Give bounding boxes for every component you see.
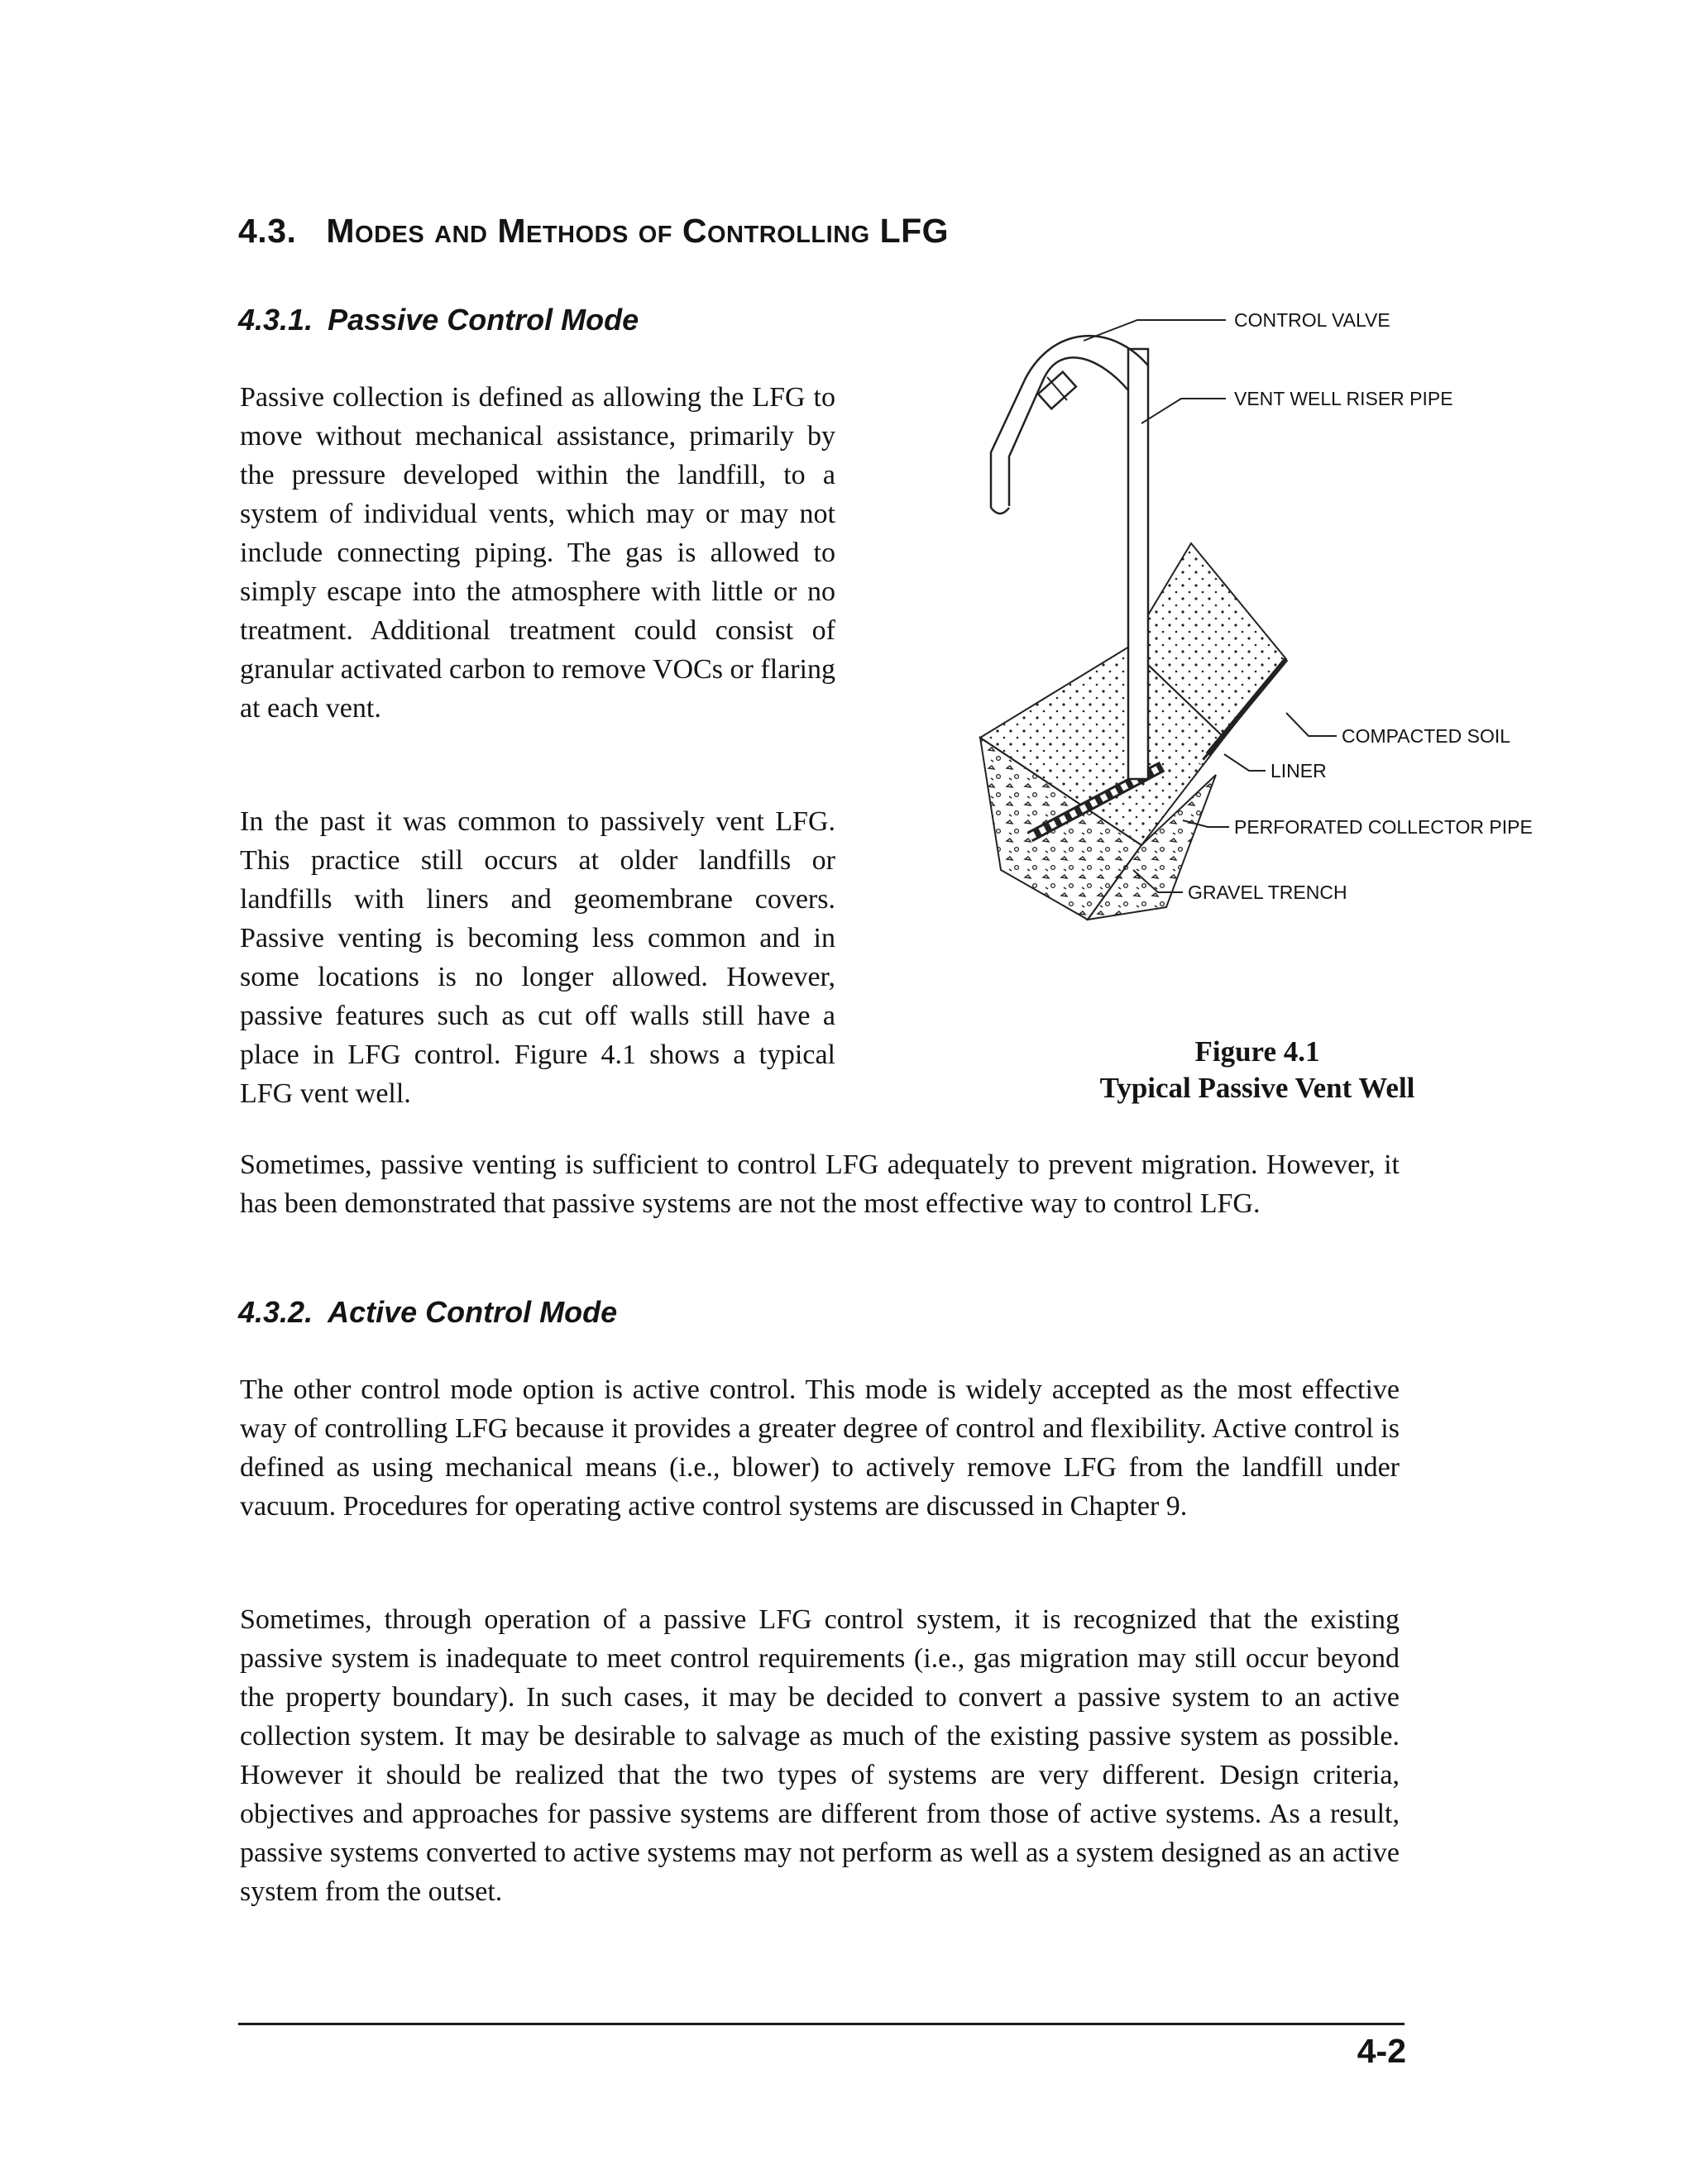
figure-caption-number: Figure 4.1 [1194,1035,1320,1068]
page-number: 4-2 [1357,2032,1406,2070]
footer-rule [238,2023,1404,2025]
label-gravel-trench: GRAVEL TRENCH [1188,882,1347,903]
subsection-heading-active [238,1295,617,1330]
paragraph-passive-sufficiency: Sometimes, passive venting is sufficient to control LFG adequately to prevent migration. However, it has been demonstrated that passive systems are not the most effective way to control LFG. [240,1149,1400,1219]
subsection-heading-passive [238,303,639,337]
figure-caption [1017,1034,1497,1106]
paragraph-passive-definition: Passive collection is defined as allowing the LFG to move without mechanical assistance, primarily by the pressure developed within the landfill, to a system of individual vents, which may or may not include connecting piping. The gas is allowed to simply escape into the atmosphere with little or no treatment. Additional treatment could consist of granular activated carbon to remove VOCs or flaring at each vent. [240,382,835,724]
paragraph-active-definition: The other control mode option is active control. This mode is widely accepted as the most effective way of controlling LFG because it provides a greater degree of control and flexibility. Active control is defined as using mechanical means (i.e., blower) to actively remove LFG from the landfill under vacuum. Procedures for operating active control systems are discussed in Chapter 9. [240,1374,1400,1522]
label-vent-well-riser-pipe: VENT WELL RISER PIPE [1234,388,1453,409]
subsection-title: Active Control Mode [328,1295,618,1329]
subsection-number: 4.3.2. [238,1295,313,1329]
section-heading [238,212,949,251]
label-liner: LINER [1270,760,1327,781]
subsection-number: 4.3.1. [238,303,313,337]
section-number: 4.3. [238,212,297,250]
figure-passive-vent-well [968,291,1596,986]
paragraph-passive-history: In the past it was common to passively vent LFG. This practice still occurs at older landfills or landfills with liners and geomembrane covers. Passive venting is becoming less common and in some locations is no longer allowed. However, passive features such as cut off walls still have a place in LFG control. Figure 4.1 shows a typical LFG vent well. [240,806,835,1109]
paragraph-passive-to-active: Sometimes, through operation of a passive LFG control system, it is recognized that the existing passive system is inadequate to meet control requirements (i.e., gas migration may still occur beyond the property boundary). In such cases, it may be decided to convert a passive system to an active collection system. It may be desirable to salvage as much of the existing passive system as possible. However it should be realized that the two types of systems are very different. Design criteria, objectives and approaches for passive systems are different from those of active systems. As a result, passive systems converted to active systems may not perform as well as a system designed as an active system from the outset. [240,1604,1400,1907]
section-title: Modes and Methods of Controlling LFG [326,212,950,250]
figure-caption-title: Typical Passive Vent Well [1099,1072,1415,1104]
label-compacted-soil: COMPACTED SOIL [1342,725,1511,747]
label-control-valve: CONTROL VALVE [1234,309,1390,331]
subsection-title: Passive Control Mode [328,303,639,337]
label-perforated-collector-pipe: PERFORATED COLLECTOR PIPE [1234,816,1533,838]
